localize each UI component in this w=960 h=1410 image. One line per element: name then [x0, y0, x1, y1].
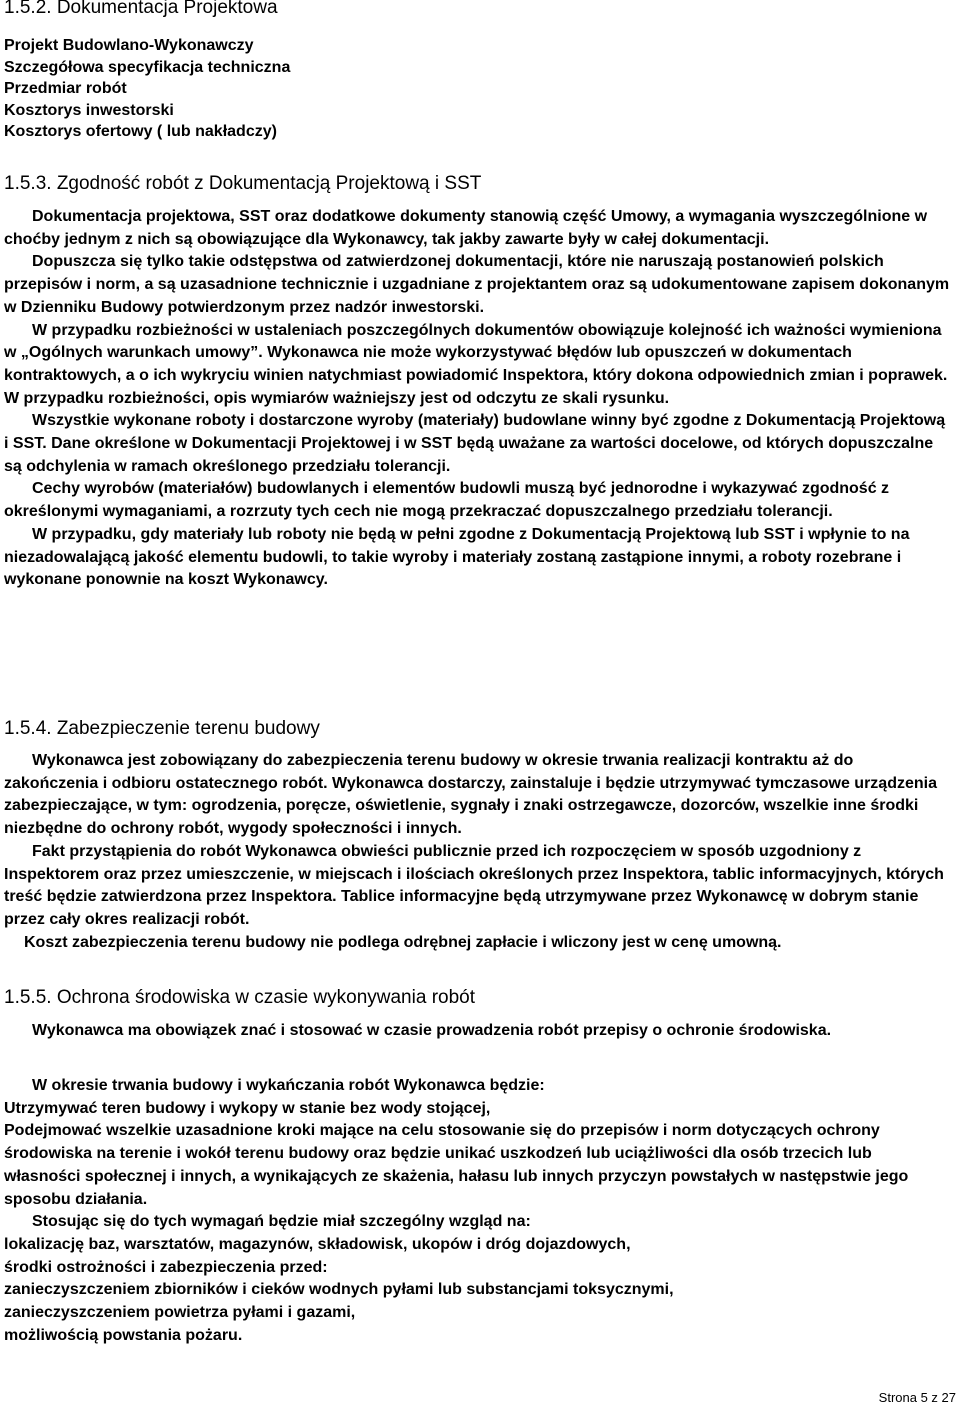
paragraph: W przypadku rozbieżności w ustaleniach poszczególnych dokumentów obowiązuje kolejność ich ważności wymieniona w „Ogólnych warunkach umowy”. Wykonawca nie może wykorzystywać błędów lub opuszczeń w dokumentach kontraktowych, a o ich wykryciu winien natychmiast powiadomić Inspektora, który dokona odpowiednich zmian i poprawek. W przypadku rozbieżności, opis wymiarów ważniejszy jest od odczytu ze skali rysunku. [4, 321, 948, 407]
paragraph: Stosując się do tych wymagań będzie miał szczególny wzgląd na: [32, 1213, 531, 1231]
list-item: zanieczyszczeniem powietrza pyłami i gazami, [4, 1304, 356, 1322]
section-body-1-5-5-intro [4, 1020, 950, 1043]
paragraph: W przypadku, gdy materiały lub roboty nie będą w pełni zgodne z Dokumentacją Projektową lub SST i wpłynie to na niezadowalającą jakość elementu budowli, to takie wyroby i materiały zostaną zastąpione innymi, a roboty rozebrane i wykonane ponownie na koszt Wykonawcy. [4, 525, 910, 589]
list-item: lokalizację baz, warsztatów, magazynów, składowisk, ukopów i dróg dojazdowych, [4, 1235, 631, 1253]
list-item: Szczegółowa specyfikacja techniczna [4, 58, 291, 76]
list-item: Przedmiar robót [4, 80, 127, 97]
section-body-1-5-5 [4, 1075, 950, 1347]
paragraph: Wykonawca ma obowiązek znać i stosować w czasie prowadzenia robót przepisy o ochronie środowiska. [32, 1022, 832, 1039]
paragraph: W okresie trwania budowy i wykańczania robót Wykonawca będzie: [32, 1077, 545, 1094]
section-heading-1-5-3: 1.5.3. Zgodność robót z Dokumentacją Projektową i SST [4, 173, 482, 194]
paragraph: Wszystkie wykonane roboty i dostarczone wyroby (materiały) budowlane winny być zgodne z Dokumentacją Projektową i SST. Dane określone w Dokumentacji Projektowej i w SST będą uważane za wartości docelowe, od których dopuszczalne są odchylenia w ramach określonego przedziału tolerancji. [4, 412, 946, 475]
list-item: Kosztorys ofertowy ( lub nakładczy) [4, 123, 277, 140]
list-item: Utrzymywać teren budowy i wykopy w stanie bez wody stojącej, [4, 1099, 491, 1117]
list-item: Podejmować wszelkie uzasadnione kroki mające na celu stosowanie się do przepisów i norm dotyczących ochrony środowiska na terenie i wokół terenu budowy oraz będzie unikać uszkodzeń lub uciążliwości dla osób trzecich lub własności społecznej i innych, a wynikających ze skażenia, hałasu lub innych przyczyn powstałych w następstwie jego sposobu działania. [4, 1122, 909, 1208]
list-item: środki ostrożności i zabezpieczenia przed: [4, 1258, 328, 1276]
paragraph: Koszt zabezpieczenia terenu budowy nie podlega odrębnej zapłacie i wliczony jest w cenę umowną. [24, 933, 782, 951]
list-item: Kosztorys inwestorski [4, 101, 174, 119]
section-heading-1-5-4: 1.5.4. Zabezpieczenie terenu budowy [4, 718, 320, 739]
list-item: zanieczyszczeniem zbiorników i cieków wodnych pyłami lub substancjami toksycznymi, [4, 1281, 674, 1299]
paragraph: Wykonawca jest zobowiązany do zabezpieczenia terenu budowy w okresie trwania realizacji kontraktu aż do zakończenia i odbioru ostatecznego robót. Wykonawca dostarczy, zainstaluje i będzie utrzymywać tymczasowe urządzenia zabezpieczające, w tym: ogrodzenia, poręcze, oświetlenie, sygnały i znaki ostrzegawcze, dozorców, wszelkie inne środki niezbędne do ochrony robót, wygody społeczności i innych. [4, 752, 937, 838]
paragraph: Dopuszcza się tylko takie odstępstwa od zatwierdzonej dokumentacji, które nie naruszają postanowień polskich przepisów i norm, a są uzasadnione technicznie i uzgadniane z projektantem oraz są udokumentowane zapisem dokonanym w Dzienniku Budowy potwierdzonym przez nadzór inwestorski. [4, 253, 950, 316]
list-item: możliwością powstania pożaru. [4, 1326, 243, 1344]
page-number: Strona 5 z 27 [878, 1390, 956, 1405]
section-heading-1-5-2: 1.5.2. Dokumentacja Projektowa [4, 0, 278, 18]
section-body-1-5-3 [4, 206, 950, 592]
list-item: Projekt Budowlano-Wykonawczy [4, 37, 254, 54]
paragraph: Fakt przystąpienia do robót Wykonawca obwieści publicznie przed ich rozpoczęciem w sposób uzgodniony z Inspektorem oraz przez umieszczenie, w miejscach i ilościach określonych przez Inspektora, tablic informacyjnych, których treść będzie zatwierdzona przez Inspektora. Tablice informacyjne będą utrzymywane przez Wykonawcę w dobrym stanie przez cały okres realizacji robót. [4, 842, 944, 928]
paragraph: Dokumentacja projektowa, SST oraz dodatkowe dokumenty stanowią część Umowy, a wymagania wyszczególnione w choćby jednym z nich są obowiązujące dla Wykonawcy, tak jakby zawarte były w całej dokumentacji. [4, 208, 928, 248]
section-heading-1-5-5: 1.5.5. Ochrona środowiska w czasie wykonywania robót [4, 987, 476, 1008]
project-documents-list [4, 35, 290, 143]
paragraph: Cechy wyrobów (materiałów) budowlanych i elementów budowli muszą być jednorodne i wykazywać zgodność z określonymi wymaganiami, a rozrzuty tych cech nie mogą przekraczać dopuszczalnego przedziału tolerancji. [4, 480, 890, 521]
section-body-1-5-4 [4, 750, 950, 954]
